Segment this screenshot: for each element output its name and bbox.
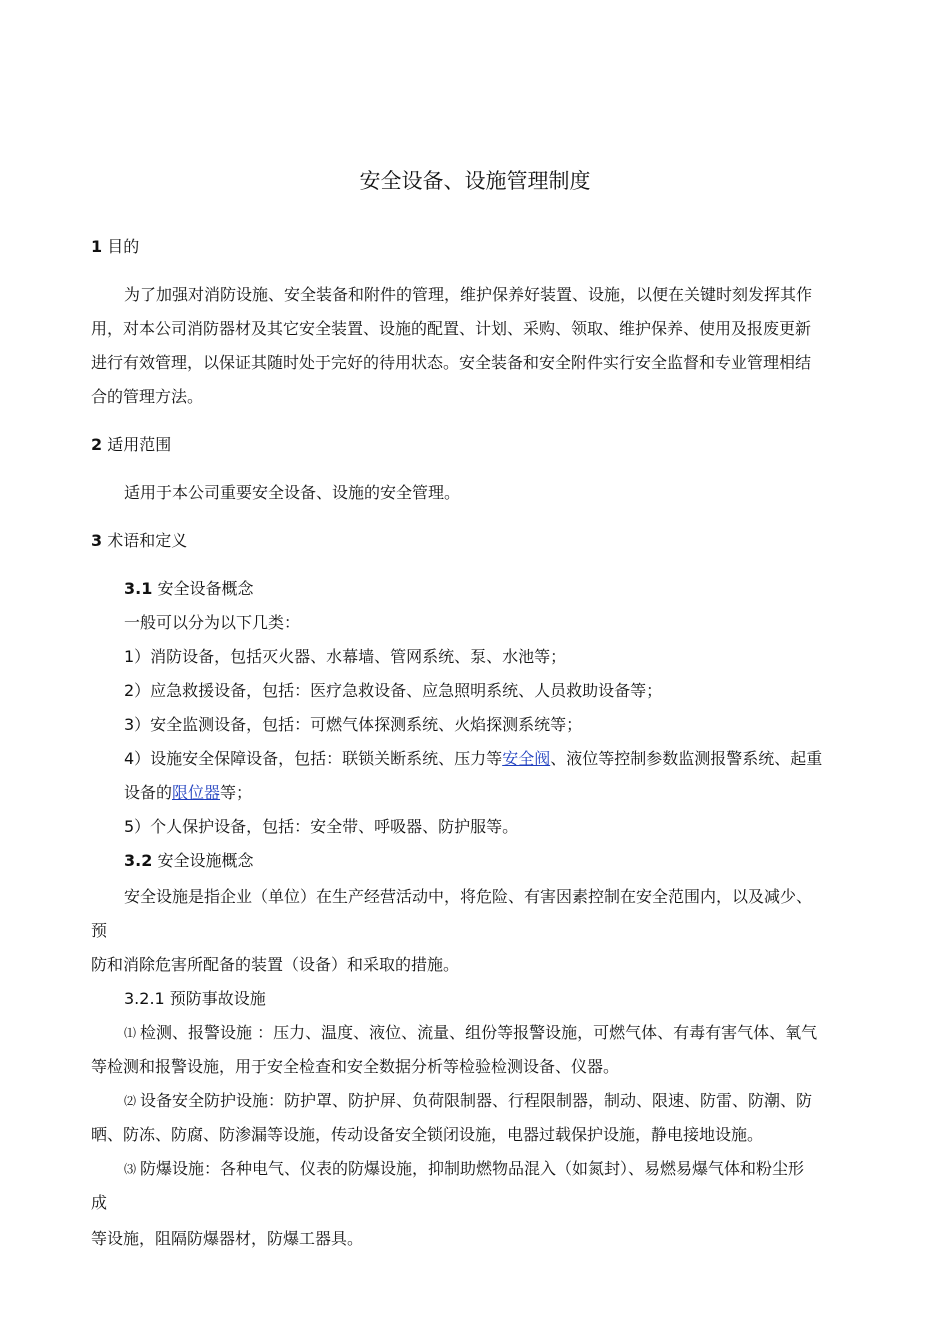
section-2-number: 2 — [91, 435, 103, 454]
s31-item-4-line-2 — [124, 782, 252, 804]
s321-p3-text-1: 防爆设施：各种电气、仪表的防爆设施，抑制助燃物品混入（如氮封）、易燃易爆气体和粉尘形 — [140, 1159, 805, 1178]
s32-para-line-1: 安全设施是指企业（单位）在生产经营活动中，将危险、有害因素控制在安全范围内，以及减少、 — [124, 887, 813, 906]
s31-item-4-line-1 — [124, 748, 822, 770]
s2-line: 适用于本公司重要安全设备、设施的安全管理。 — [124, 483, 461, 502]
section-2-heading — [91, 434, 171, 456]
s321-p3-line-3: 等设施，阻隔防爆器材，防爆工器具。 — [91, 1229, 364, 1248]
limiter-link[interactable]: 限位器 — [172, 783, 221, 802]
s321-p2-marker: ⑵ — [124, 1094, 137, 1108]
section-3-number: 3 — [91, 531, 103, 550]
subsection-3-1-number: 3.1 — [124, 579, 153, 598]
safety-valve-link[interactable]: 安全阀 — [502, 749, 551, 768]
s321-p3-line-2: 成 — [91, 1193, 108, 1212]
s321-p1-line-1 — [124, 1022, 817, 1044]
s31-item-5: 5）个人保护设备，包括：安全带、呼吸器、防护服等。 — [124, 817, 519, 836]
s321-p1-marker: ⑴ — [124, 1026, 137, 1040]
s31-item-2: 2）应急救援设备，包括：医疗急救设备、应急照明系统、人员救助设备等； — [124, 681, 663, 700]
s31-item-3: 3）安全监测设备，包括：可燃气体探测系统、火焰探测系统等； — [124, 715, 583, 734]
section-3-title: 术语和定义 — [107, 531, 188, 550]
s1-line-3: 进行有效管理，以保证其随时处于完好的待用状态。安全装备和安全附件实行安全监督和专业管理相结 — [91, 353, 812, 372]
s31-item-4-pre: 4）设施安全保障设备，包括：联锁关断系统、压力等 — [124, 749, 503, 768]
subsection-3-1-title: 安全设备概念 — [157, 579, 254, 598]
subsection-3-2-1-heading: 3.2.1 预防事故设施 — [124, 989, 266, 1008]
s321-p2-line-1 — [124, 1090, 812, 1112]
s31-item-1: 1）消防设备，包括灭火器、水幕墙、管网系统、泵、水池等； — [124, 647, 567, 666]
section-1-heading — [91, 236, 139, 258]
s321-p3-marker: ⑶ — [124, 1162, 137, 1176]
subsection-3-2-heading — [124, 850, 253, 872]
subsection-3-2-number: 3.2 — [124, 851, 153, 870]
s31-intro: 一般可以分为以下几类： — [124, 613, 301, 632]
s321-p1-line-2: 等检测和报警设施，用于安全检查和安全数据分析等检验检测设备、仪器。 — [91, 1057, 620, 1076]
s32-para-line-3: 防和消除危害所配备的装置（设备）和采取的措施。 — [91, 955, 460, 974]
s31-item-4-line2-post: 等； — [220, 783, 253, 802]
section-1-title: 目的 — [107, 237, 140, 256]
subsection-3-1-heading — [124, 578, 253, 600]
s321-p1-text-1: 检测、报警设施 ：压力、温度、液位、流量、组份等报警设施，可燃气体、有毒有害气体、氧气 — [140, 1023, 818, 1042]
s31-item-4-mid: 、液位等控制参数监测报警系统、起重 — [550, 749, 823, 768]
s321-p3-line-1 — [124, 1158, 804, 1180]
section-2-title: 适用范围 — [107, 435, 172, 454]
section-3-heading — [91, 530, 187, 552]
subsection-3-2-title: 安全设施概念 — [157, 851, 254, 870]
s31-item-4-line2-pre: 设备的 — [124, 783, 173, 802]
section-1-number: 1 — [91, 237, 103, 256]
s32-para-line-2: 预 — [91, 921, 108, 940]
s321-p2-text-1: 设备安全防护设施：防护罩、防护屏、负荷限制器、行程限制器，制动、限速、防雷、防潮、防 — [140, 1091, 813, 1110]
page-title: 安全设备、设施管理制度 — [359, 169, 591, 193]
s321-p2-line-2: 晒、防冻、防腐、防渗漏等设施，传动设备安全锁闭设施，电器过载保护设施，静电接地设施。 — [91, 1125, 764, 1144]
s1-line-4: 合的管理方法。 — [91, 387, 204, 406]
s1-line-2: 用，对本公司消防器材及其它安全装置、设施的配置、计划、采购、领取、维护保养、使用及报废更新 — [91, 319, 812, 338]
s1-line-1: 为了加强对消防设施、安全装备和附件的管理，维护保养好装置、设施，以便在关键时刻发挥其作 — [124, 285, 813, 304]
